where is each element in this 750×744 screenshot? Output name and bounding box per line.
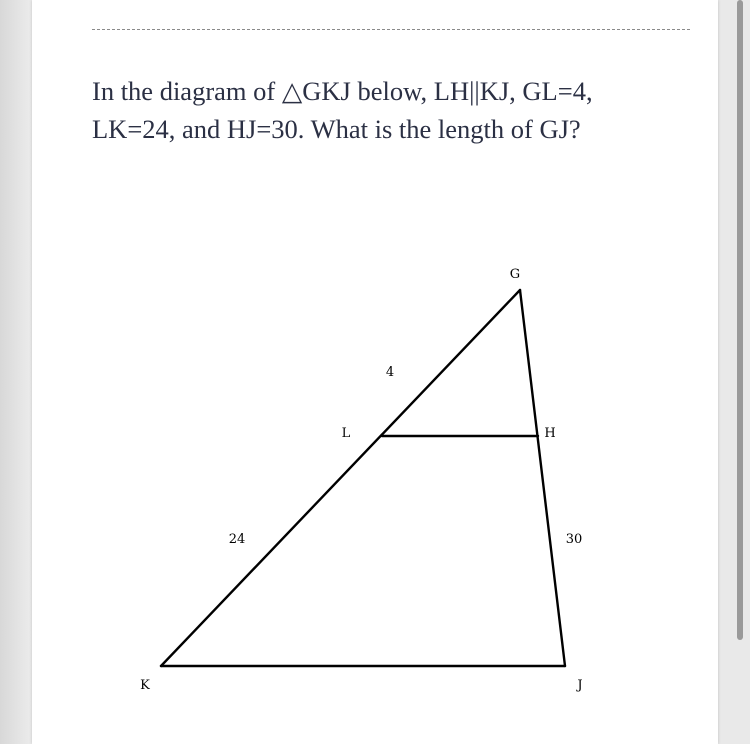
vertex-label-g: G xyxy=(509,267,521,282)
parallel-symbol-icon: || xyxy=(469,76,480,106)
right-page-gutter xyxy=(718,0,750,744)
segment-label-gl: 4 xyxy=(385,365,395,380)
side-gk xyxy=(161,290,520,666)
vertex-label-j: J xyxy=(577,678,583,693)
vertex-label-k: K xyxy=(140,678,150,693)
question-card xyxy=(32,0,718,744)
side-gj xyxy=(520,290,565,666)
question-prefix: In the diagram of xyxy=(92,76,282,106)
triangle-symbol-icon: △ xyxy=(281,76,303,106)
segment-label-lk: 24 xyxy=(228,532,246,547)
vertex-label-l: L xyxy=(341,426,351,441)
segment-label-hj: 30 xyxy=(565,532,583,547)
question-line1-end: KJ, GL=4, xyxy=(479,76,593,106)
vertical-scrollbar[interactable] xyxy=(737,0,743,640)
triangle-diagram xyxy=(32,0,718,744)
vertex-label-h: H xyxy=(544,426,556,441)
question-line1-rest: GKJ below, LH xyxy=(302,76,470,106)
left-page-gutter xyxy=(0,0,32,744)
question-line2: LK=24, and HJ=30. What is the length of GJ? xyxy=(92,114,581,144)
